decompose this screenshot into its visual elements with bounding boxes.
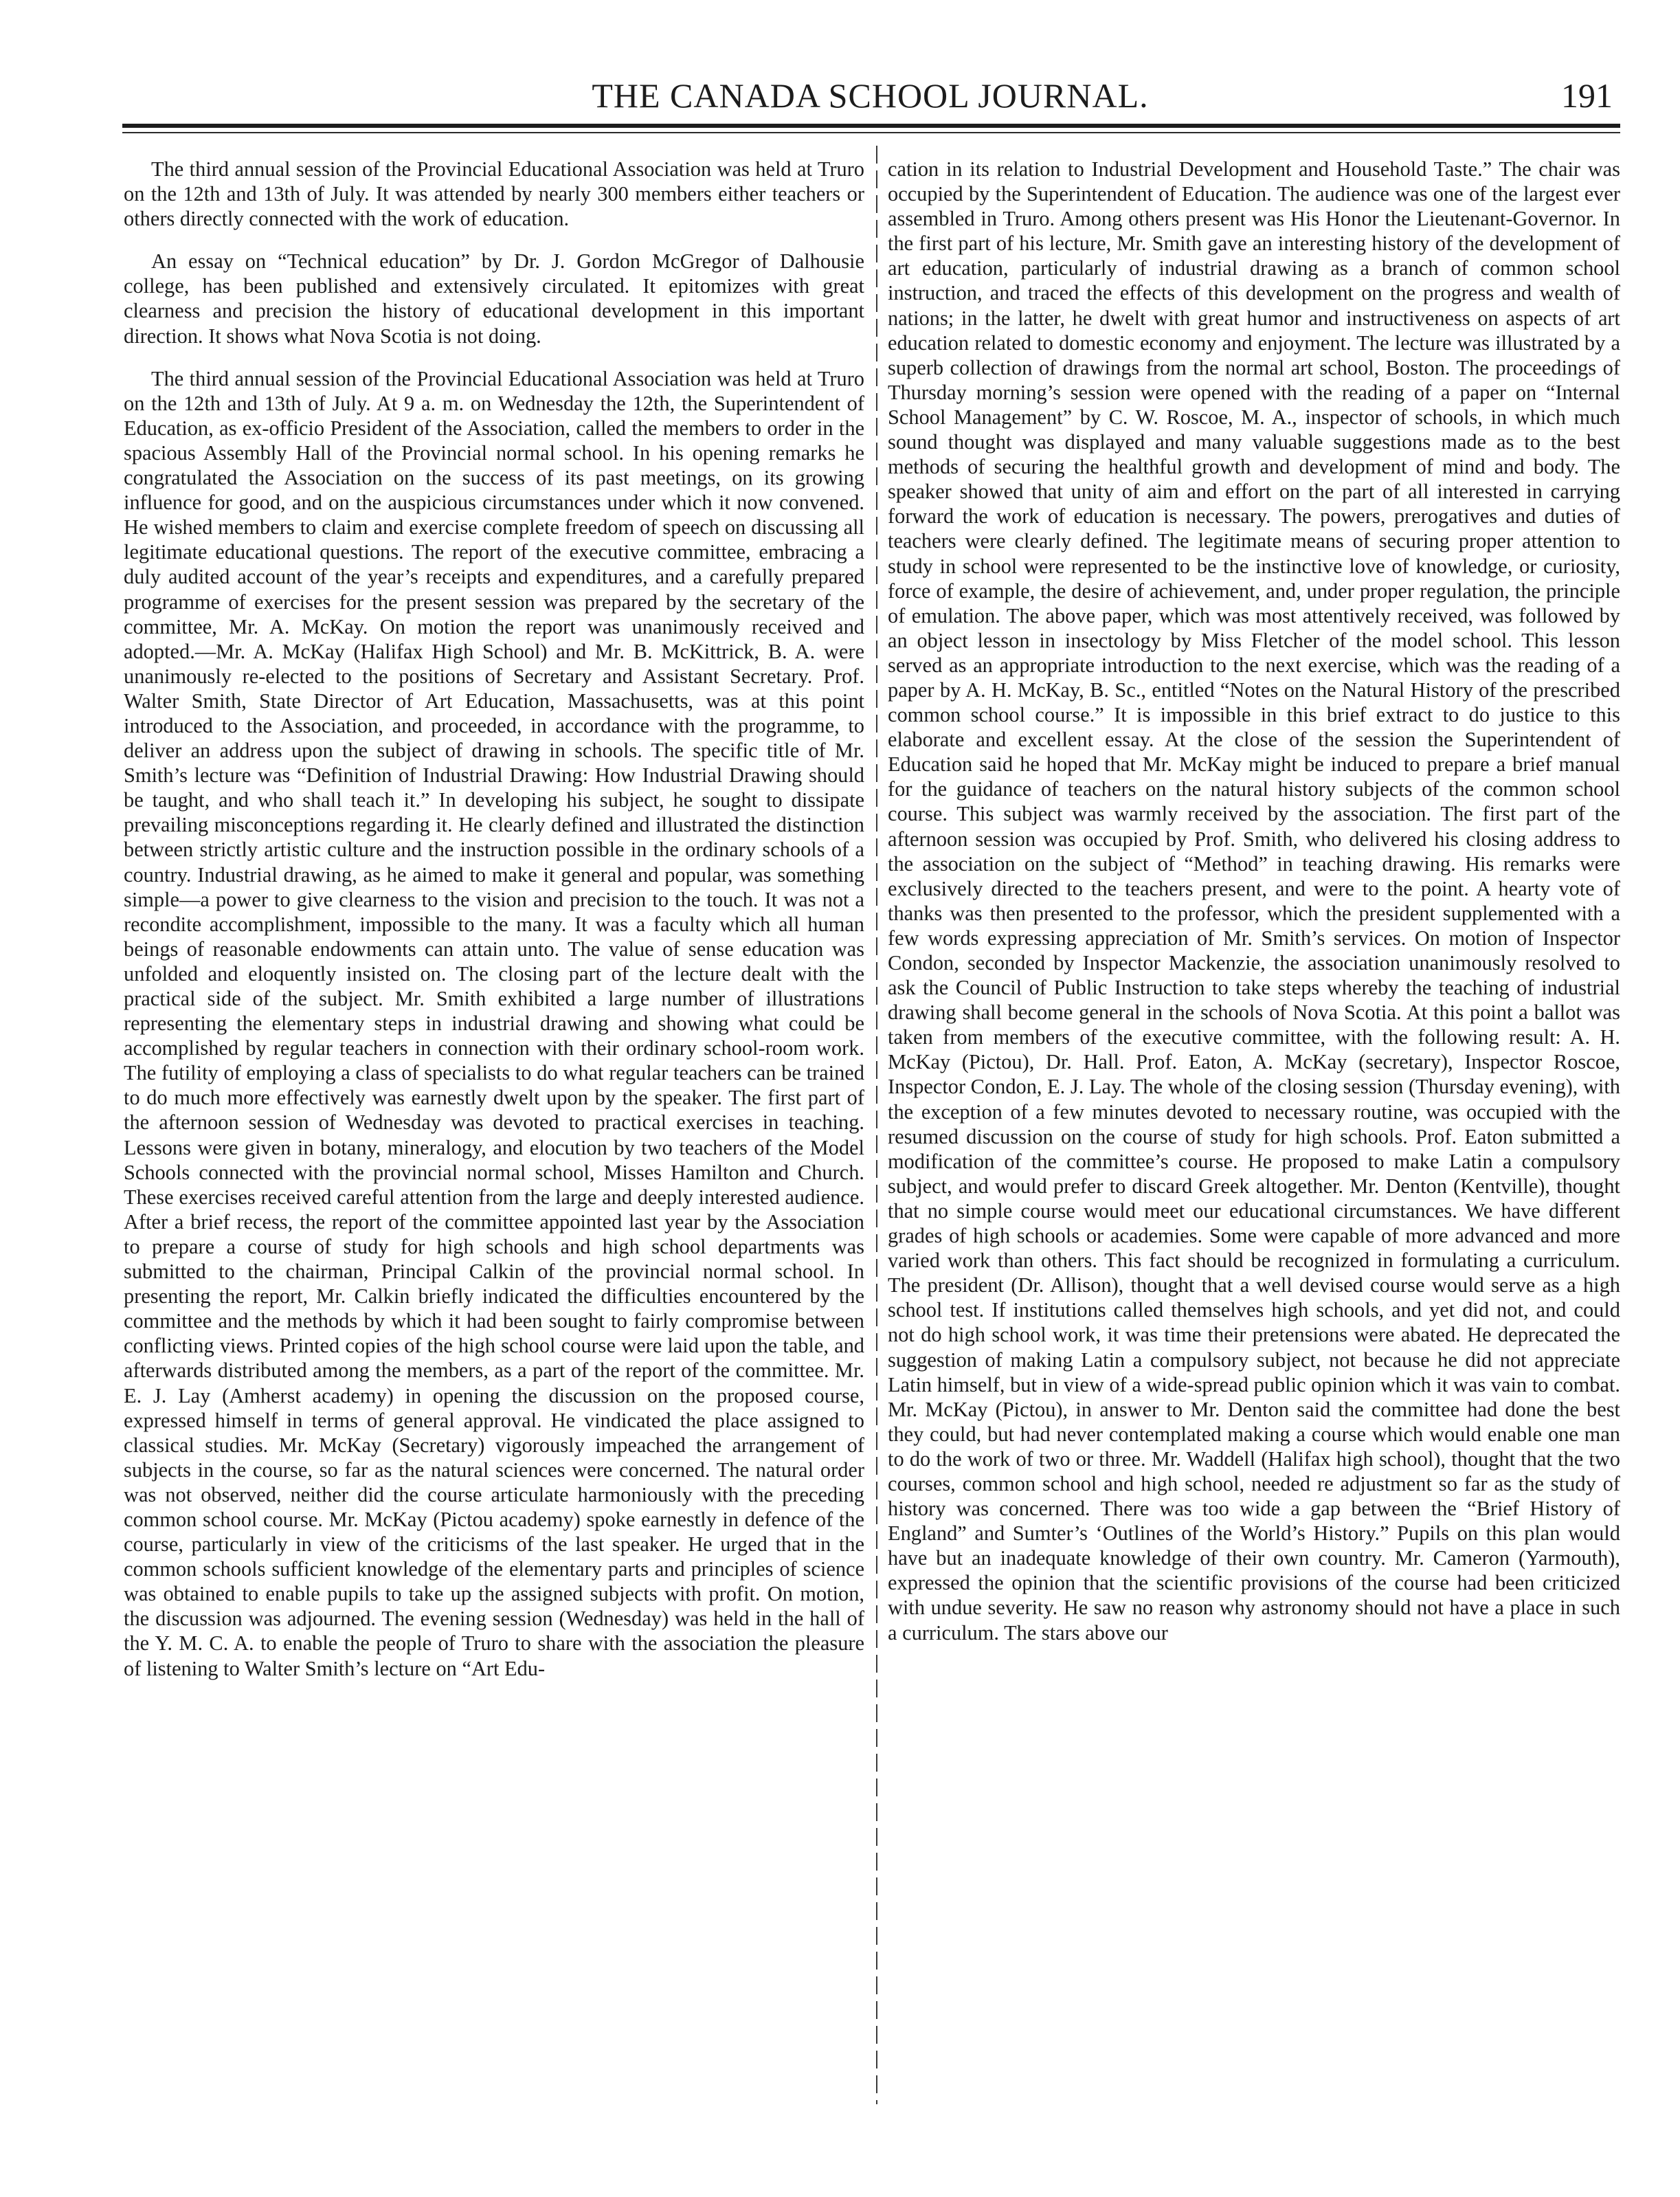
article-paragraph: An essay on “Technical education” by Dr. J. Gordon McGregor of Dalhousie college, has been published and extensively circulated. It epitomizes with great clearness and precision the history of educational development in this important direction. It shows what Nova Scotia is not doing. <box>124 249 864 348</box>
header-rule-thick <box>122 124 1620 128</box>
journal-title: THE CANADA SCHOOL JOURNAL. <box>592 76 1149 115</box>
left-column <box>124 157 864 1681</box>
article-paragraph: cation in its relation to Industrial Development and Household Taste.” The chair was occupied by the Superintendent of Education. The audience was one of the largest ever assembled in Truro. Among others present was His Honor the Lieutenant-Governor. In the first part of his lecture, Mr. Smith gave an interesting history of the development of art education, particularly of industrial drawing as a branch of common school instruction, and traced the effects of this development on the progress and wealth of nations; in the latter, he dwelt with great humor and instructiveness on aspects of art education related to domestic economy and enjoyment. The lecture was illustrated by a superb collection of drawings from the normal art school, Boston. The proceedings of Thursday morning’s session were opened with the reading of a paper on “Internal School Management” by C. W. Roscoe, M. A., inspector of schools, in which much sound thought was displayed and many valuable suggestions made as to the best methods of securing the healthful growth and development of mind and body. The speaker showed that unity of aim and effort on the part of all interested in carrying forward the work of education is necessary. The powers, prerogatives and duties of teachers were clearly defined. The legitimate means of securing proper attention to study in school were represented to be the instinctive love of knowledge, or curiosity, force of example, the desire of achievement, and, under proper regulation, the principle of emulation. The above paper, which was most attentively received, was followed by an object lesson in insectology by Miss Fletcher of the model school. This lesson served as an appropriate introduction to the next exercise, which was the reading of a paper by A. H. McKay, B. Sc., entitled “Notes on the Natural History of the prescribed common school course.” It is impossible in this brief extract to do justice to this elaborate and excellent essay. At the close of the session the Superintendent of Education said he hoped that Mr. McKay might be induced to prepare a brief manual for the guidance of teachers on the natural history subjects of the common school course. This subject was warmly received by the association. The first part of the afternoon session was occupied by Prof. Smith, who delivered his closing address to the association on the subject of “Method” in teaching drawing. His remarks were exclusively directed to the teachers present, and were to the point. A hearty vote of thanks was then presented to the professor, which the president supplemented with a few words expressing appreciation of Mr. Smith’s services. On motion of Inspector Condon, seconded by Inspector Mackenzie, the association unanimously resolved to ask the Council of Public Instruction to take steps whereby the teaching of industrial drawing shall become general in the schools of Nova Scotia. At this point a ballot was taken from members of the executive committee, with the following result: A. H. McKay (Pictou), Dr. Hall. Prof. Eaton, A. McKay (secretary), Inspector Roscoe, Inspector Condon, E. J. Lay. The whole of the closing session (Thursday evening), with the exception of a few minutes devoted to necessary routine, was occupied with the resumed discussion on the course of study for high schools. Prof. Eaton submitted a modification of the committee’s course. He proposed to make Latin a compulsory subject, and would prefer to discard Greek altogether. Mr. Denton (Kentville), thought that no simple course would meet our educational circumstances. We have different grades of high schools or academies. Some were capable of more advanced and more varied work than others. This fact should be recognized in formulating a curriculum. The president (Dr. Allison), thought that a well devised course would serve as a high school test. If institutions called themselves high schools, and yet did not, and could not do high school work, it was time their pretensions were abated. He deprecated the suggestion of making Latin a compulsory subject, not because he did not appreciate Latin himself, but in view of a wide-spread public opinion which it was vain to combat. Mr. McKay (Pictou), in answer to Mr. Denton said the committee had done the best they could, but had never contemplated making a course which would enable one man to do the work of two or three. Mr. Waddell (Halifax high school), thought that the two courses, common school and high school, needed re adjustment so far as the study of history was concerned. There was too wide a gap between the “Brief History of England” and Sumter’s ‘Outlines of the World’s History.” Pupils on this plan would have but an inadequate knowledge of their own country. Mr. Cameron (Yarmouth), expressed the opinion that the scientific provisions of the course had been criticized with undue severity. He saw no reason why astronomy should not have a place in such a curriculum. The stars above our <box>888 157 1621 1644</box>
article-paragraph: The third annual session of the Provincial Educational Association was held at Truro on the 12th and 13th of July. At 9 a. m. on Wednesday the 12th, the Superintendent of Education, as ex-officio President of the Association, called the members to order in the spacious Assembly Hall of the Provincial normal school. In his opening remarks he congratulated the Association on the success of its past meetings, on its growing influence for good, and on the auspicious circumstances under which it now convened. He wished members to claim and exercise complete freedom of speech on discussing all legitimate educational questions. The report of the executive committee, embracing a duly audited account of the year’s receipts and expenditures, and a carefully prepared programme of exercises for the present session was prepared by the secretary of the committee, Mr. A. McKay. On motion the report was unanimously received and adopted.—Mr. A. McKay (Halifax High School) and Mr. B. McKittrick, B. A. were unanimously re-elected to the positions of Secretary and Assistant Secretary. Prof. Walter Smith, State Director of Art Education, Massachusetts, was at this point introduced to the Association, and proceeded, in accordance with the programme, to deliver an address upon the subject of drawing in schools. The specific title of Mr. Smith’s lecture was “Definition of Industrial Drawing: How Industrial Drawing should be taught, and who shall teach it.” In developing his subject, he sought to dissipate prevailing misconceptions regarding it. He clearly defined and illustrated the distinction between strictly artistic culture and the instruction possible in the ordinary schools of a country. Industrial drawing, as he aimed to make it general and popular, was something simple—a power to give clearness to the vision and precision to the touch. It was not a recondite accomplishment, impossible to the many. It was a faculty which all human beings of reasonable endowments can attain unto. The value of sense education was unfolded and eloquently insisted on. The closing part of the lecture dealt with the practical side of the subject. Mr. Smith exhibited a large number of illustrations representing the elementary steps in industrial drawing and showing what could be accomplished by regular teachers in connection with their ordinary school-room work. The futility of employing a class of specialists to do what regular teachers can be trained to do much more effectively was earnestly dwelt upon by the speaker. The first part of the afternoon session of Wednesday was devoted to practical exercises in teaching. Lessons were given in botany, mineralogy, and elocution by two teachers of the Model Schools connected with the provincial normal school, Misses Hamilton and Church. These exercises received careful attention from the large and deeply interested audience. After a brief recess, the report of the committee appointed last year by the Association to prepare a course of study for high schools and high school departments was submitted to the chairman, Principal Calkin of the provincial normal school. In presenting the report, Mr. Calkin briefly indicated the difficulties encountered by the committee and the methods by which it had been sought to fairly compromise between conflicting views. Printed copies of the high school course were laid upon the table, and afterwards distributed among the members, as a part of the report of the committee. Mr. E. J. Lay (Amherst academy) in opening the discussion on the proposed course, expressed himself in terms of general approval. He vindicated the place assigned to classical studies. Mr. McKay (Secretary) vigorously impeached the arrangement of subjects in the course, so far as the natural sciences were concerned. The natural order was not observed, neither did the course articulate harmoniously with the preceding common school course. Mr. McKay (Pictou academy) spoke earnestly in defence of the course, particularly in view of the criticisms of the last speaker. He urged that in the common schools sufficient knowledge of the elementary parts and principles of science was obtained to enable pupils to take up the assigned subjects with profit. On motion, the discussion was adjourned. The evening session (Wednesday) was held in the hall of the Y. M. C. A. to enable the people of Truro to share with the association the pleasure of listening to Walter Smith’s lecture on “Art Edu- <box>124 366 864 1680</box>
page-number: 191 <box>1561 76 1613 115</box>
page-header <box>122 66 1618 128</box>
header-rule-thin <box>122 132 1620 133</box>
article-paragraph: The third annual session of the Provincial Educational Association was held at Truro on the 12th and 13th of July. It was attended by nearly 300 members either teachers or others directly connected with the work of education. <box>124 157 864 231</box>
right-column <box>888 157 1620 1645</box>
column-divider <box>876 146 877 2104</box>
